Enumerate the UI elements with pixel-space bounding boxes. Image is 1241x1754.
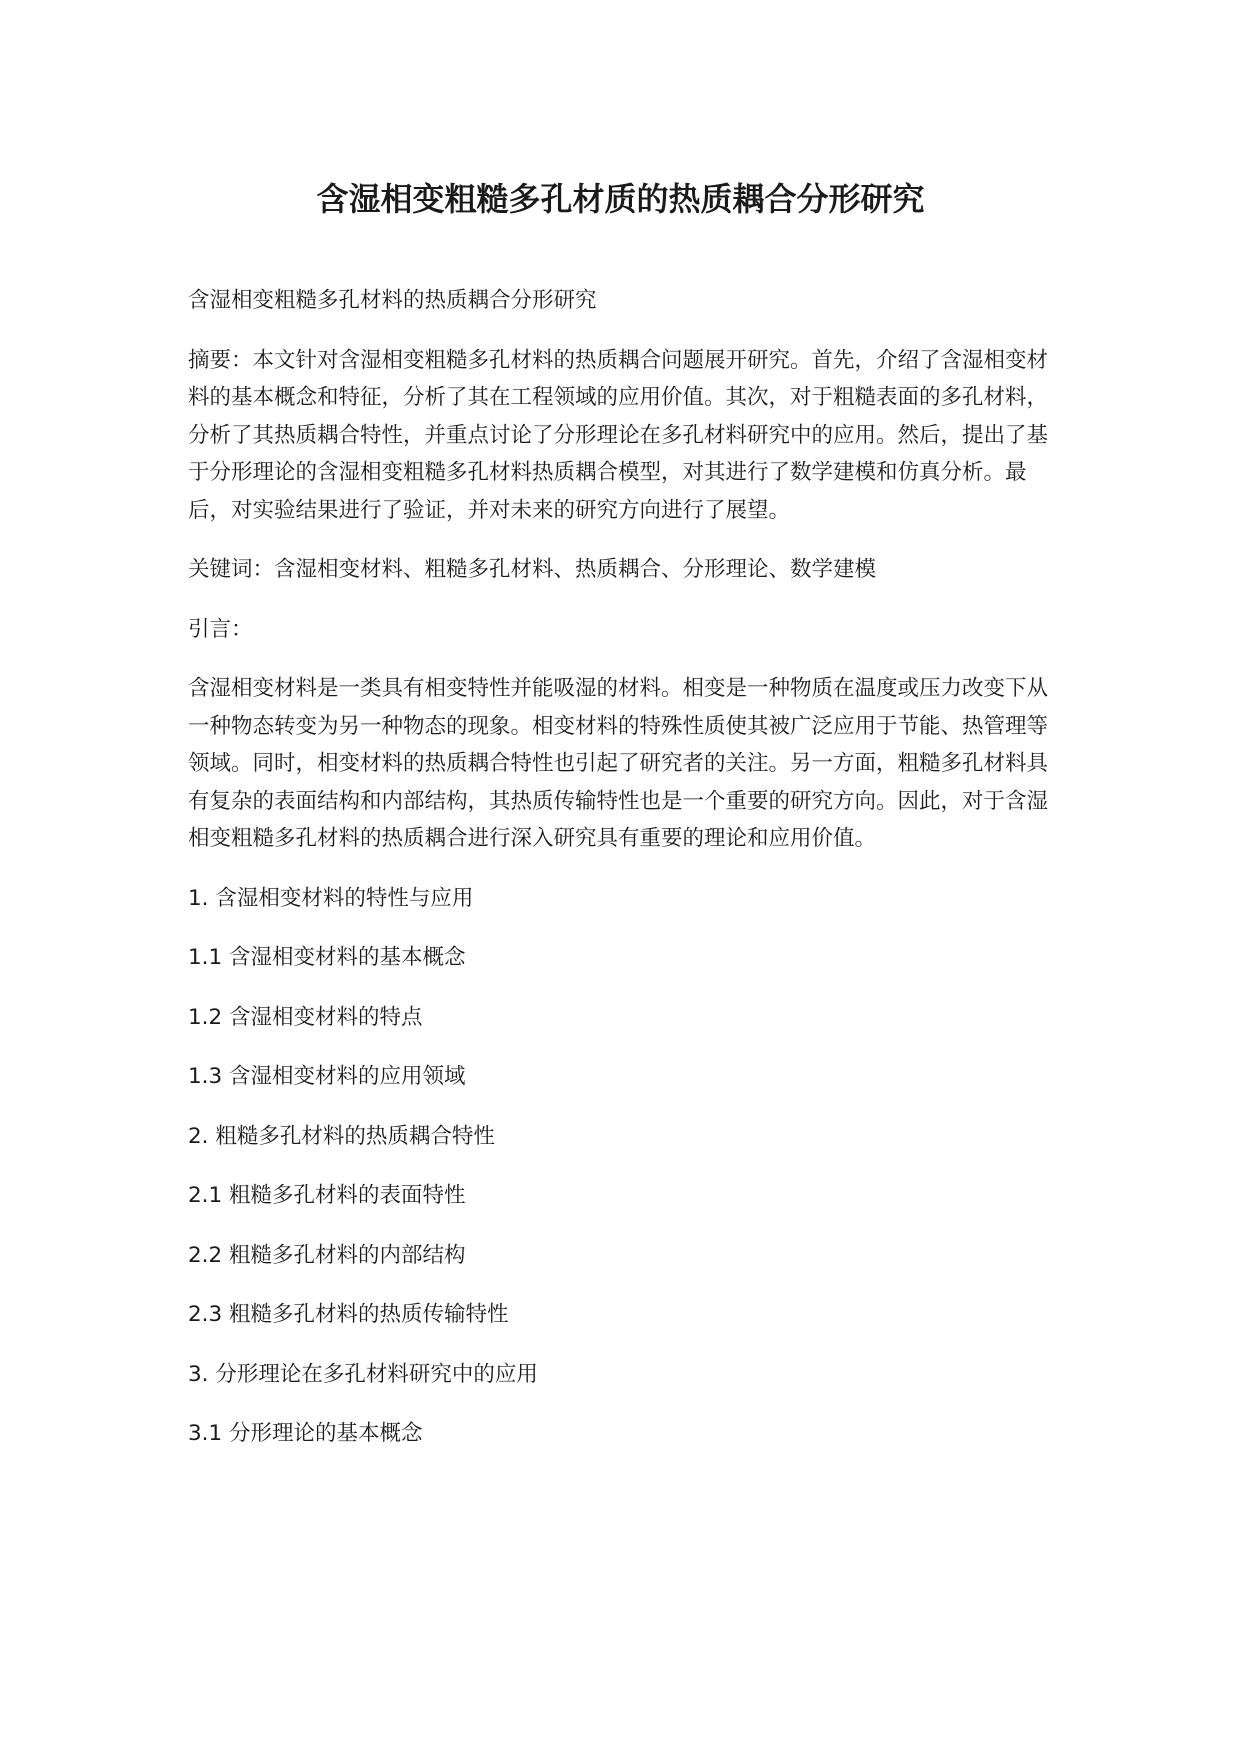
section-heading-3: 3. 分形理论在多孔材料研究中的应用 (188, 1361, 538, 1387)
section-heading-1-2: 1.2 含湿相变材料的特点 (188, 1004, 423, 1030)
section-heading-3-1: 3.1 分形理论的基本概念 (188, 1421, 423, 1446)
section-heading-1: 1. 含湿相变材料的特性与应用 (188, 885, 474, 911)
document-body (188, 282, 1048, 1475)
subtitle: 含湿相变粗糙多孔材料的热质耦合分形研究 (188, 288, 597, 313)
section-heading-2: 2. 粗糙多孔材料的热质耦合特性 (188, 1123, 495, 1149)
keywords-line: 关键词：含湿相变材料、粗糙多孔材料、热质耦合、分形理论、数学建模 (188, 557, 877, 582)
section-heading-2-2: 2.2 粗糙多孔材料的内部结构 (188, 1242, 466, 1268)
abstract-paragraph: 摘要：本文针对含湿相变粗糙多孔材料的热质耦合问题展开研究。首先，介绍了含湿相变材料的基本概念和特征，分析了其在工程领域的应用价值。其次，对于粗糙表面的多孔材料，分析了其热质耦合特性，并重点讨论了分形理论在多孔材料研究中的应用。然后，提出了基于分形理论的含湿相变粗糙多孔材料热质耦合模型，对其进行了数学建模和仿真分析。最后，对实验结果进行了验证，并对未来的研究方向进行了展望。 (188, 347, 1049, 523)
section-heading-2-3: 2.3 粗糙多孔材料的热质传输特性 (188, 1302, 509, 1327)
intro-paragraph: 含湿相变材料是一类具有相变特性并能吸湿的材料。相变是一种物质在温度或压力改变下从一种物态转变为另一种物态的现象。相变材料的特殊性质使其被广泛应用于节能、热管理等领域。同时，相变材料的热质耦合特性也引起了研究者的关注。另一方面，粗糙多孔材料具有复杂的表面结构和内部结构，其热质传输特性也是一个重要的研究方向。因此，对于含湿相变粗糙多孔材料的热质耦合进行深入研究具有重要的理论和应用价值。 (188, 676, 1049, 851)
section-heading-1-1: 1.1 含湿相变材料的基本概念 (188, 945, 466, 970)
section-heading-1-3: 1.3 含湿相变材料的应用领域 (188, 1064, 466, 1089)
section-heading-2-1: 2.1 粗糙多孔材料的表面特性 (188, 1183, 466, 1208)
intro-label: 引言： (188, 616, 253, 642)
page-title: 含湿相变粗糙多孔材质的热质耦合分形研究 (316, 180, 925, 218)
